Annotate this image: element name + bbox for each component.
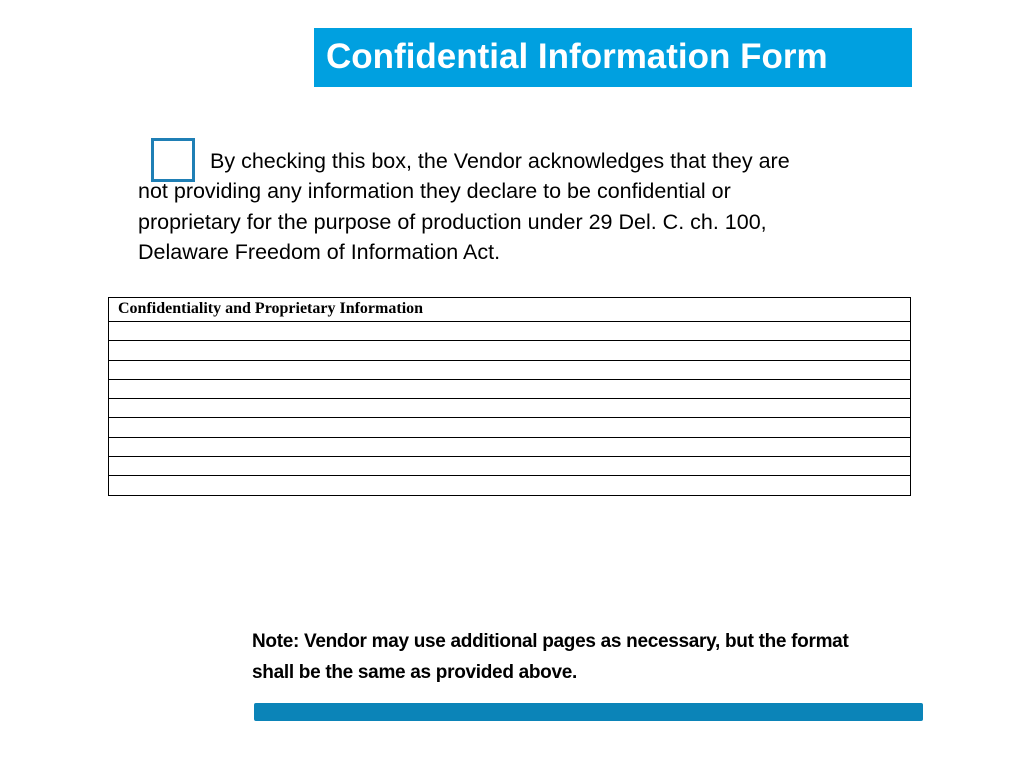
note-text-line-1: Note: Vendor may use additional pages as necessary, but the format	[252, 631, 849, 652]
acknowledgement-text-line-4: Delaware Freedom of Information Act.	[138, 240, 501, 264]
acknowledgement-text-line-1: By checking this box, the Vendor acknowledges that they are	[210, 149, 790, 173]
table-row[interactable]	[109, 438, 910, 457]
page-title: Confidential Information Form	[326, 37, 828, 76]
table-row[interactable]	[109, 476, 910, 495]
table-row[interactable]	[109, 322, 910, 341]
table-row[interactable]	[109, 380, 910, 399]
confidential-info-table	[108, 297, 911, 496]
table-header: Confidentiality and Proprietary Information	[109, 298, 910, 322]
footer-bar	[254, 703, 923, 721]
acknowledgement-text-line-3: proprietary for the purpose of production under 29 Del. C. ch. 100,	[138, 210, 767, 234]
table-row[interactable]	[109, 361, 910, 380]
table-row[interactable]	[109, 399, 910, 418]
title-banner	[314, 28, 912, 87]
table-row[interactable]	[109, 418, 910, 437]
acknowledgement-text-line-2: not providing any information they declare to be confidential or	[138, 179, 731, 203]
note-text-line-2: shall be the same as provided above.	[252, 662, 577, 683]
table-row[interactable]	[109, 457, 910, 476]
table-row[interactable]	[109, 341, 910, 360]
